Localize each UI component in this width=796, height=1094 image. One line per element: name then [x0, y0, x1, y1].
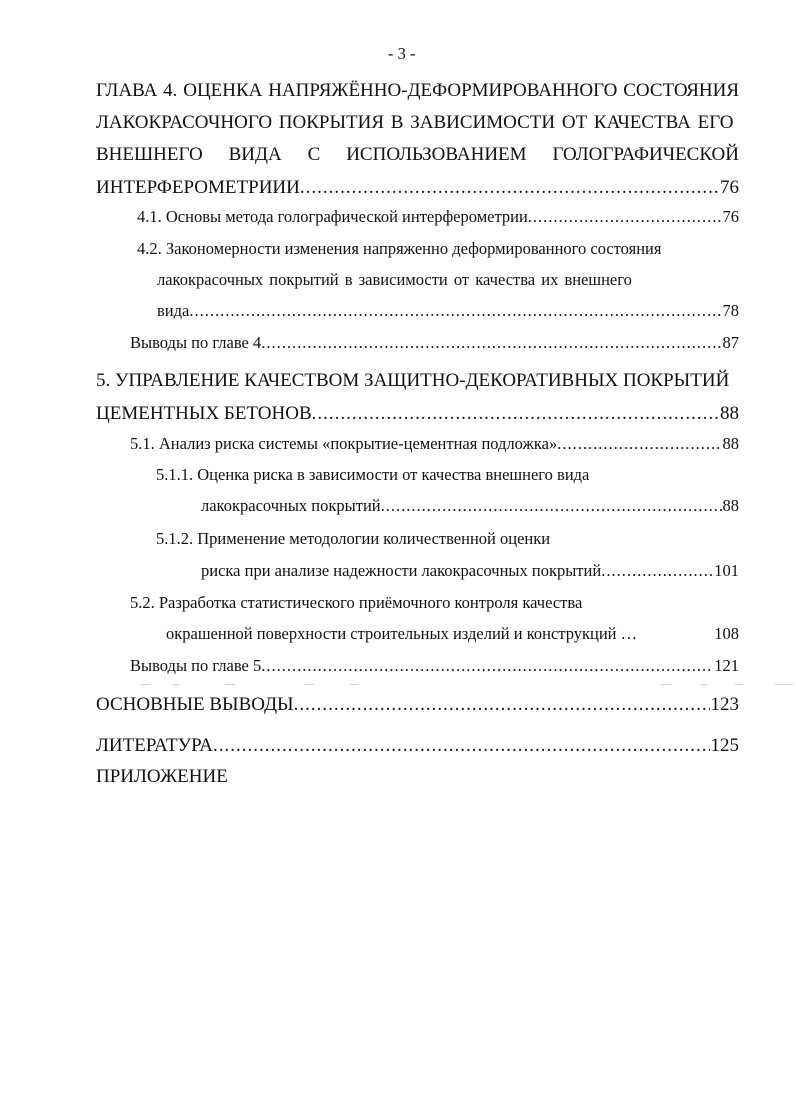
section-title: 5.1. Анализ риска системы «покрытие-цементная подложка» — [130, 434, 558, 453]
scan-artifact — [775, 684, 793, 685]
section-4-2-line1: 4.2. Закономерности изменения напряженно деформированного состояния — [137, 239, 662, 258]
chapter5-title-line1: 5. УПРАВЛЕНИЕ КАЧЕСТВОМ ЗАЩИТНО-ДЕКОРАТИВНЫХ ПОКРЫТИЙ — [96, 370, 730, 391]
page-ref: 87 — [722, 333, 739, 352]
section-5-2-line1: 5.2. Разработка статистического приёмочного контроля качества — [130, 593, 583, 612]
chapter4-title-line3: ВНЕШНЕГО ВИДА С ИСПОЛЬЗОВАНИЕМ ГОЛОГРАФИЧЕСКОЙ — [96, 144, 739, 165]
scan-artifact — [350, 684, 358, 685]
leader-dots — [300, 178, 719, 197]
scan-artifact — [140, 684, 150, 685]
page-ref: 76 — [722, 207, 739, 226]
toc-entry-5-1-2[interactable] — [201, 563, 739, 580]
page-number: - 3 - — [388, 44, 416, 63]
leader-dots — [528, 209, 722, 226]
page-ref: 108 — [714, 624, 739, 643]
page-ref: 123 — [710, 694, 739, 715]
page-ref: 88 — [722, 434, 739, 453]
toc-entry-main-conclusions[interactable] — [96, 695, 739, 714]
leader-dots — [261, 335, 721, 352]
page-ref: 101 — [714, 561, 739, 580]
scan-artifact — [304, 684, 314, 685]
toc-entry-5-1[interactable] — [130, 436, 739, 453]
toc-entry-conclusions-4[interactable] — [130, 335, 739, 352]
leader-dots — [213, 736, 710, 755]
scan-artifact — [225, 684, 235, 685]
page-ref: 125 — [710, 735, 739, 756]
chapter5-title-line2: ЦЕМЕНТНЫХ БЕТОНОВ — [96, 403, 312, 424]
page-ref: 88 — [720, 403, 739, 424]
leader-dots — [189, 303, 721, 320]
section-title: 4.1. Основы метода голографической интерферометрии — [137, 207, 528, 226]
page-ref: 78 — [722, 301, 739, 320]
page-ref: 76 — [720, 177, 739, 198]
scan-artifact — [172, 684, 180, 685]
conclusions-label: Выводы по главе 5 — [130, 656, 262, 675]
leader-dots — [381, 498, 722, 515]
literature-label: ЛИТЕРАТУРА — [96, 735, 213, 756]
chapter4-title-line1: ГЛАВА 4. ОЦЕНКА НАПРЯЖЁННО-ДЕФОРМИРОВАННОГО СОСТОЯНИЯ — [96, 80, 739, 101]
section-5-1-1-line2: лакокрасочных покрытий — [201, 496, 381, 515]
toc-entry-conclusions-5[interactable] — [130, 658, 739, 675]
section-5-1-2-line1: 5.1.2. Применение методологии количественной оценки — [156, 529, 551, 548]
toc-entry-5-1-1[interactable] — [201, 498, 739, 515]
toc-entry-chapter5[interactable] — [96, 404, 739, 423]
leader-dots — [261, 658, 713, 675]
scan-artifact — [700, 684, 708, 685]
page-ref: 88 — [722, 496, 739, 515]
toc-entry-5-2[interactable] — [166, 626, 739, 643]
chapter4-title-line4: ИНТЕРФЕРОМЕТРИИИ — [96, 177, 300, 198]
leader-dots — [557, 436, 721, 453]
page-ref: 121 — [714, 656, 739, 675]
toc-entry-4-1[interactable] — [137, 209, 739, 226]
conclusions-label: Выводы по главе 4 — [130, 333, 262, 352]
section-4-2-line2: лакокрасочных покрытий в зависимости от качества их внешнего — [157, 270, 632, 289]
leader-dots — [312, 404, 719, 423]
toc-entry-chapter4[interactable] — [96, 178, 739, 197]
chapter4-title-line2: ЛАКОКРАСОЧНОГО ПОКРЫТИЯ В ЗАВИСИМОСТИ ОТ КАЧЕСТВА ЕГО — [96, 112, 734, 133]
leader-dots — [601, 563, 713, 580]
toc-entry-4-2[interactable] — [157, 303, 739, 320]
main-conclusions-label: ОСНОВНЫЕ ВЫВОДЫ — [96, 694, 294, 715]
section-5-2-line2: окрашенной поверхности строительных изделий и конструкций … — [166, 624, 638, 643]
leader-dots — [294, 695, 710, 714]
section-4-2-line3: вида — [157, 301, 190, 320]
scan-artifact — [660, 684, 672, 685]
toc-entry-literature[interactable] — [96, 736, 739, 755]
section-5-1-1-line1: 5.1.1. Оценка риска в зависимости от качества внешнего вида — [156, 465, 590, 484]
toc-entry-appendix[interactable]: ПРИЛОЖЕНИЕ — [96, 766, 228, 787]
section-5-1-2-line2: риска при анализе надежности лакокрасочных покрытий — [201, 561, 602, 580]
scan-artifact — [735, 684, 743, 685]
